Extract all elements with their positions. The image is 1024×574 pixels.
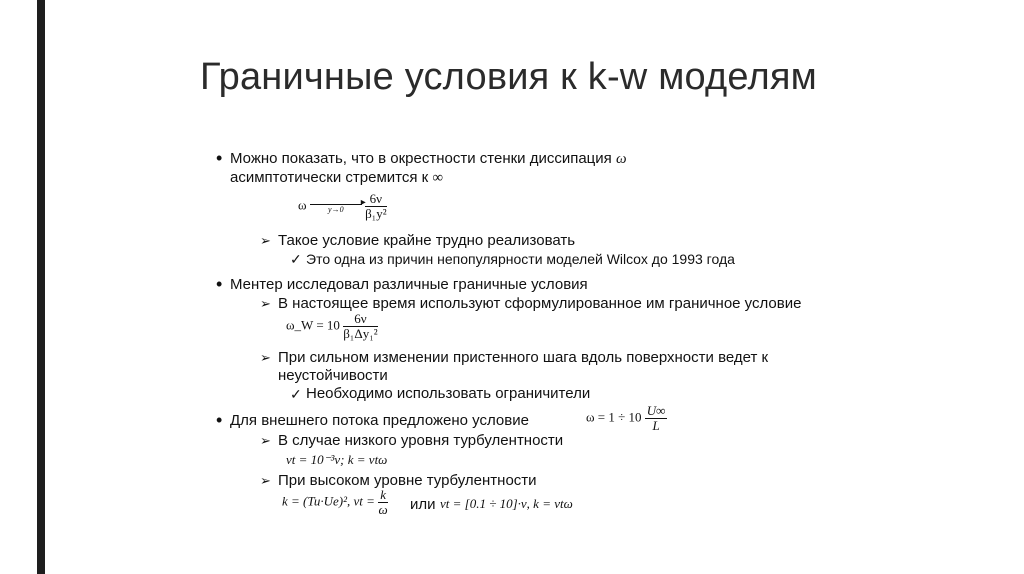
formula-4: νt = 10⁻³ν; k = νtω xyxy=(286,452,388,467)
bullet-1-line-2: асимптотически стремится к ∞ xyxy=(230,169,444,186)
slide-title: Граничные условия к k-w моделям xyxy=(200,56,817,98)
bullet-3-sub-2: ➢ При высоком уровне турбулентности xyxy=(278,472,537,490)
bullet-1-line-1: • Можно показать, что в окрестности стенки диссипация ω xyxy=(230,150,627,168)
or-label: или xyxy=(410,496,436,513)
bullet-2-sub-2-line-2: неустойчивости xyxy=(278,367,388,384)
formula-2: ω_W = 10 $\frac{6\nu}{\text{β₁Δy₁²}}$ xyxy=(286,311,378,341)
bullet-2-sub-2-line-1: ➢ При сильном изменении пристенного шага вдоль поверхности ведет к xyxy=(278,349,768,367)
formula-5: k = (Tu·Ue)², νt = $\frac{k}{\omega}$ xyxy=(282,487,388,517)
bullet-1-sub-1: ➢ Такое условие крайне трудно реализовать xyxy=(278,232,575,250)
formula-3: ω = 1 ÷ 10 $\frac{U\infty}{L}$ xyxy=(586,403,666,433)
bullet-1-sub-1-check: ✓ Это одна из причин непопулярности моделей Wilcox до 1993 года xyxy=(306,250,735,268)
bullet-3-sub-1: ➢ В случае низкого уровня турбулентности xyxy=(278,432,563,450)
formula-6: νt = [0.1 ÷ 10]·ν, k = νtω xyxy=(440,496,573,511)
left-accent-bar xyxy=(0,0,38,574)
bullet-2-sub-2-check: ✓ Необходимо использовать ограничители xyxy=(306,385,590,403)
bullet-2-sub-1: ➢ В настоящее время используют сформулированное им граничное условие xyxy=(278,295,801,313)
formula-1: ω ▸ y→0 $\frac{6\nu}{\text{β₁y²}}$ xyxy=(298,191,387,221)
bullet-2-line-1: • Ментер исследовал различные граничные условия xyxy=(230,276,588,294)
bullet-3-line-1: • Для внешнего потока предложено условие xyxy=(230,412,529,430)
